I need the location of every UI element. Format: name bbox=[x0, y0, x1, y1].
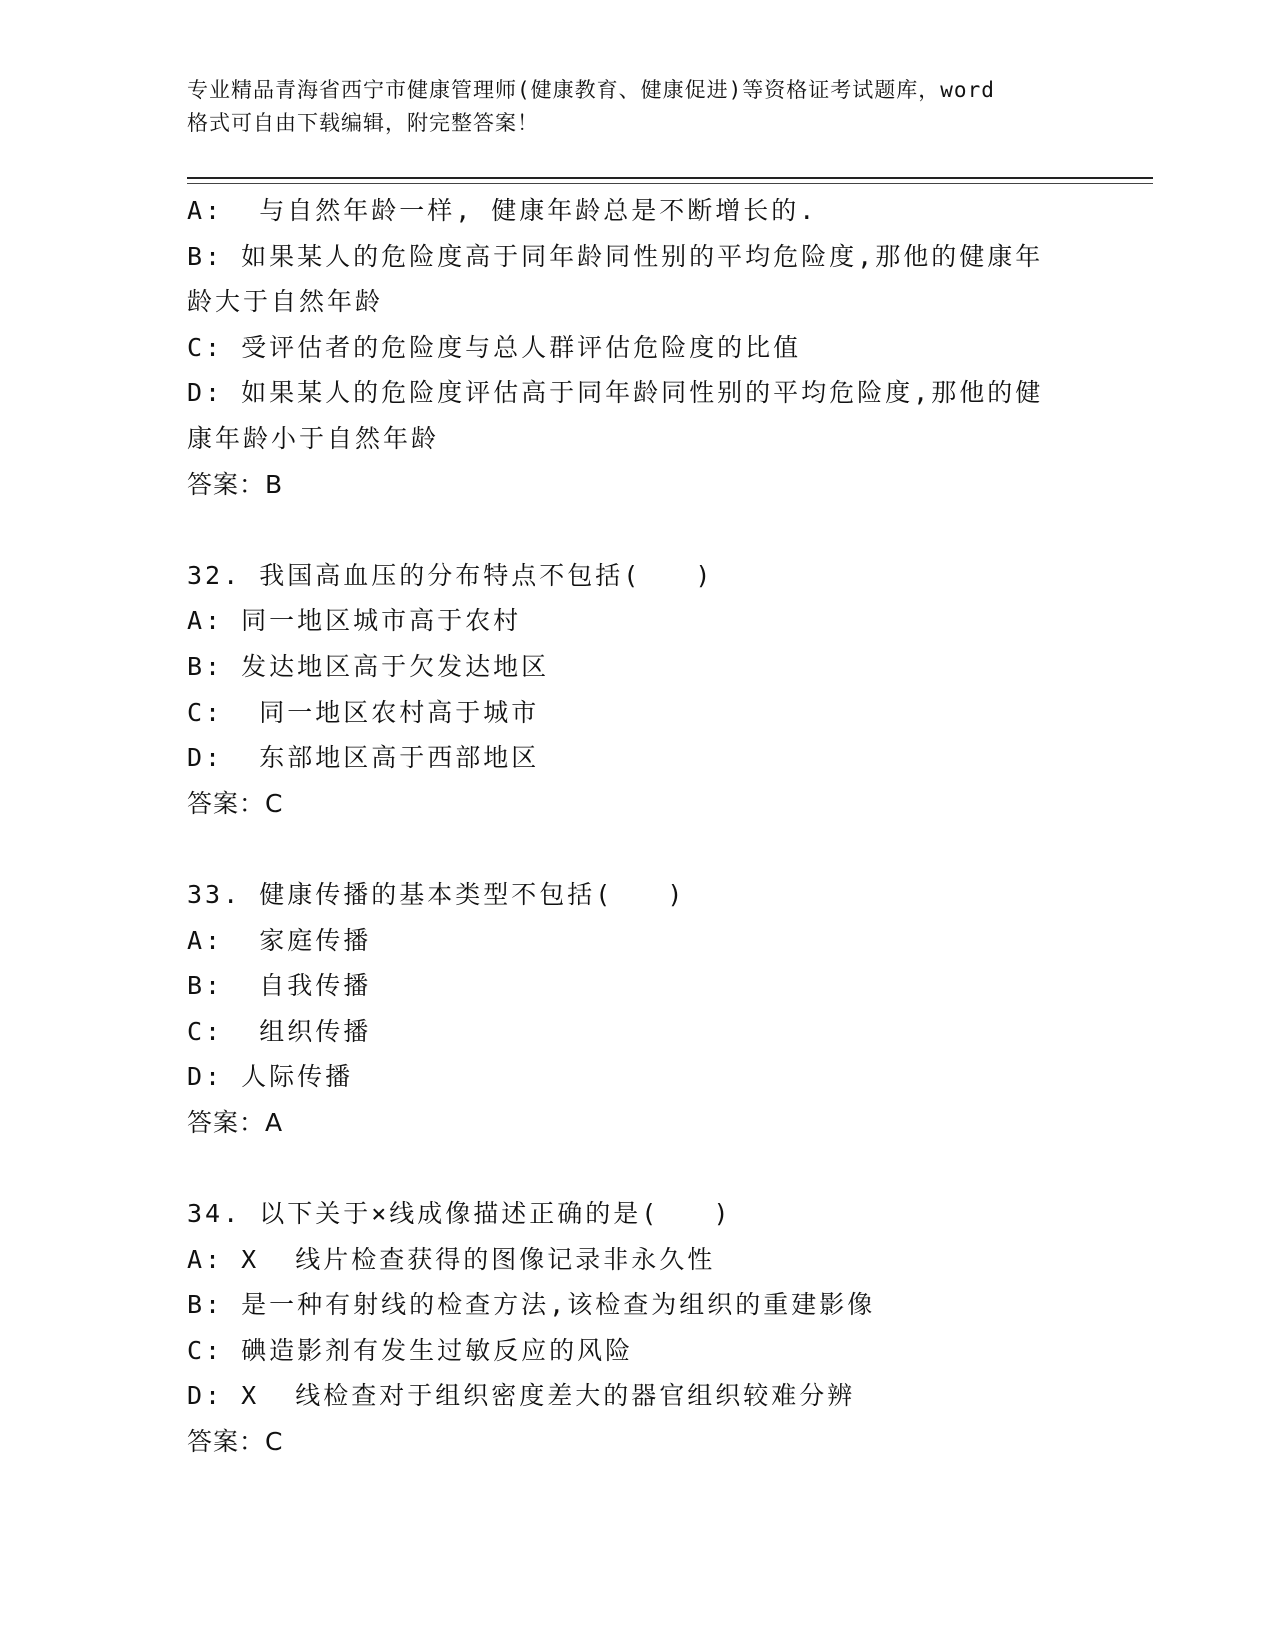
question-33 bbox=[187, 872, 1087, 1146]
page-header bbox=[187, 74, 1087, 140]
spacer bbox=[187, 1145, 1087, 1191]
spacer bbox=[187, 507, 1087, 553]
option-d: D: 人际传播 bbox=[187, 1062, 354, 1092]
option-c: C: 组织传播 bbox=[187, 1016, 372, 1046]
option-c: C: 同一地区农村高于城市 bbox=[187, 697, 540, 727]
option-a: A: 家庭传播 bbox=[187, 925, 372, 955]
option-b: B: 发达地区高于欠发达地区 bbox=[187, 651, 550, 681]
option-c: C: 碘造影剂有发生过敏反应的风险 bbox=[187, 1335, 634, 1365]
option-d: D: 东部地区高于西部地区 bbox=[187, 743, 540, 773]
option-a: A: 同一地区城市高于农村 bbox=[187, 606, 522, 636]
option-b-line-1: B: 如果某人的危险度高于同年龄同性别的平均危险度,那他的健康年 bbox=[187, 241, 1044, 271]
header-divider-thin bbox=[187, 183, 1153, 184]
option-a: A: X 线片检查获得的图像记录非永久性 bbox=[187, 1244, 716, 1274]
option-b: B: 自我传播 bbox=[187, 971, 372, 1001]
header-divider-thick bbox=[187, 177, 1153, 179]
header-line-2: 格式可自由下载编辑，附完整答案！ bbox=[187, 111, 539, 135]
answer: 答案：B bbox=[187, 469, 284, 499]
header-line-1: 专业精品青海省西宁市健康管理师(健康教育、健康促进)等资格证考试题库，word bbox=[187, 78, 995, 102]
option-c: C: 受评估者的危险度与总人群评估危险度的比值 bbox=[187, 332, 802, 362]
question-34 bbox=[187, 1191, 1087, 1465]
question-stem: 33. 健康传播的基本类型不包括( ) bbox=[187, 879, 686, 909]
option-d-line-1: D: 如果某人的危险度评估高于同年龄同性别的平均危险度,那他的健 bbox=[187, 378, 1044, 408]
option-b-line-2: 龄大于自然年龄 bbox=[187, 287, 384, 317]
option-d-line-2: 康年龄小于自然年龄 bbox=[187, 423, 440, 453]
question-31-options bbox=[187, 188, 1087, 507]
option-a: A: 与自然年龄一样, 健康年龄总是不断增长的. bbox=[187, 196, 818, 225]
spacer bbox=[187, 826, 1087, 872]
answer: 答案：C bbox=[187, 1427, 284, 1457]
answer: 答案：A bbox=[187, 1107, 284, 1137]
question-32 bbox=[187, 553, 1087, 827]
option-d: D: X 线检查对于组织密度差大的器官组织较难分辨 bbox=[187, 1381, 856, 1411]
question-stem: 32. 我国高血压的分布特点不包括( ) bbox=[187, 560, 714, 590]
question-stem: 34. 以下关于×线成像描述正确的是( ) bbox=[187, 1199, 732, 1229]
question-content bbox=[187, 188, 1087, 1465]
option-b: B: 是一种有射线的检查方法,该检查为组织的重建影像 bbox=[187, 1290, 876, 1320]
answer: 答案：C bbox=[187, 788, 284, 818]
